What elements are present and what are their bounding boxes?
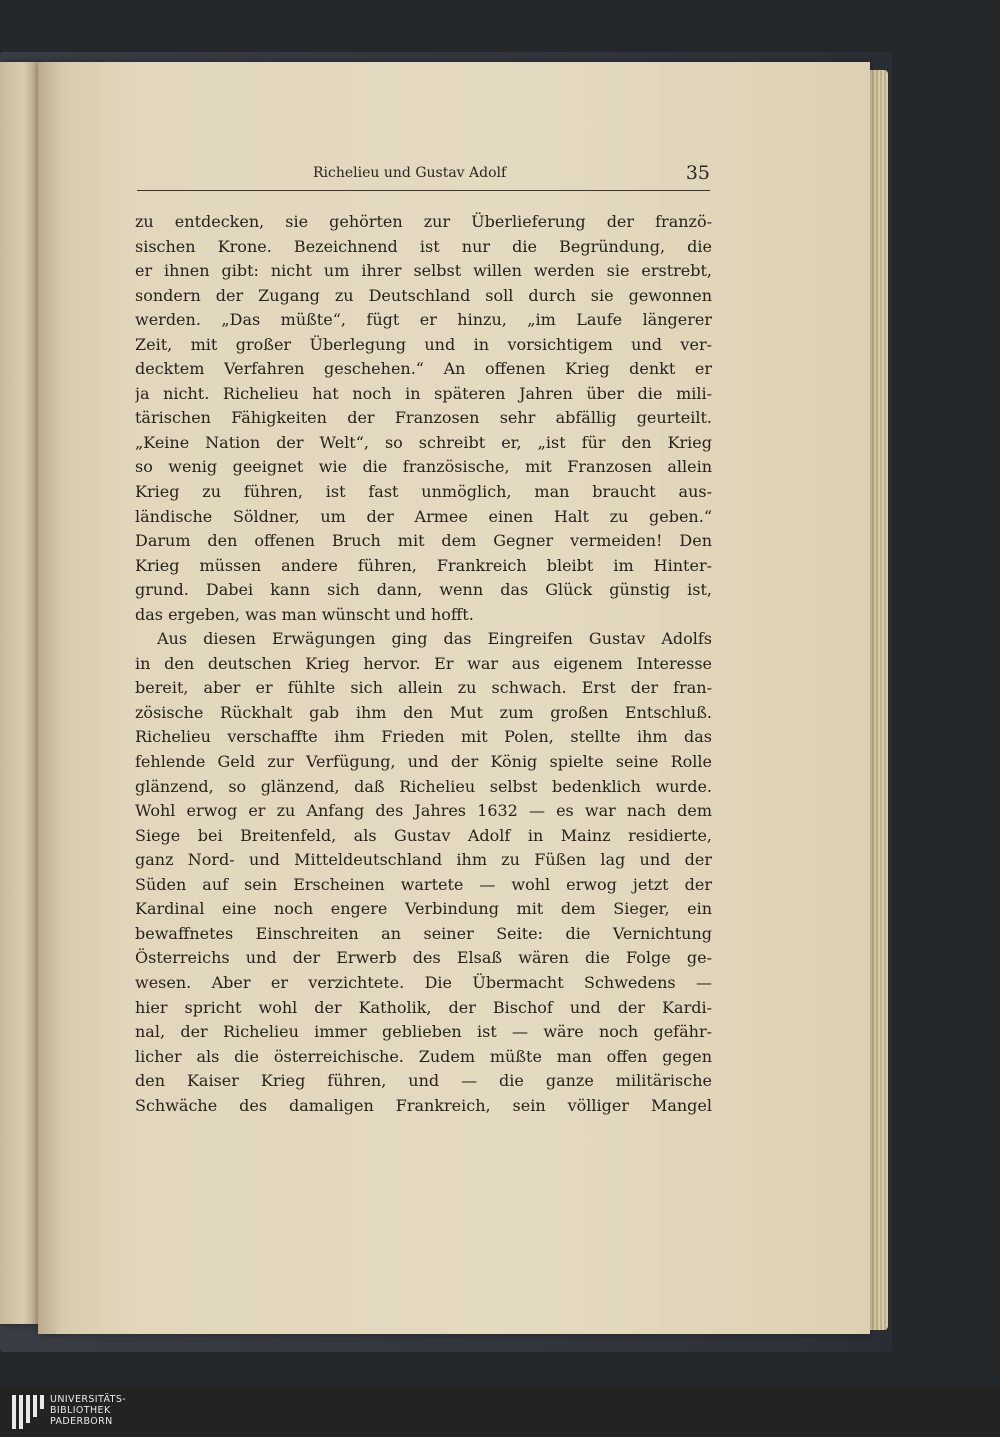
library-name-line: UNIVERSITÄTS- xyxy=(50,1394,127,1405)
page-number: 35 xyxy=(685,162,710,184)
body-text xyxy=(135,210,712,1118)
text-line: zösische Rückhalt gab ihm den Mut zum großen Entschluß. xyxy=(135,702,712,722)
text-line: Zeit, mit großer Überlegung und in vorsichtigem und ver- xyxy=(135,334,712,354)
text-line: so wenig geeignet wie die französische, mit Franzosen allein xyxy=(135,457,712,477)
text-line: werden. „Das müßte“, fügt er hinzu, „im Laufe längerer xyxy=(135,310,712,330)
text-line: Wohl erwog er zu Anfang des Jahres 1632 — es war nach dem xyxy=(135,801,712,821)
text-line: „Keine Nation der Welt“, so schreibt er, „ist für den Krieg xyxy=(135,432,712,452)
text-line: zu entdecken, sie gehörten zur Überlieferung der franzö- xyxy=(135,212,712,231)
text-line: Krieg zu führen, ist fast unmöglich, man braucht aus- xyxy=(135,482,712,502)
text-line: hier spricht wohl der Katholik, der Bischof und der Kardi- xyxy=(135,997,712,1017)
text-line: Süden auf sein Erscheinen wartete — wohl erwog jetzt der xyxy=(135,874,712,894)
text-line: ländische Söldner, um der Armee einen Halt zu geben.“ xyxy=(135,506,712,526)
left-page-edge xyxy=(0,62,38,1324)
text-line: ja nicht. Richelieu hat noch in späteren Jahren über die mili- xyxy=(135,383,712,403)
library-name xyxy=(50,1394,126,1427)
text-line: Siege bei Breitenfeld, als Gustav Adolf in Mainz residierte, xyxy=(135,825,712,845)
text-line: Schwäche des damaligen Frankreich, sein völliger Mangel xyxy=(135,1095,712,1115)
library-name-line: BIBLIOTHEK xyxy=(50,1405,111,1416)
library-logo-icon xyxy=(12,1395,44,1429)
text-line: glänzend, so glänzend, daß Richelieu selbst bedenklich wurde. xyxy=(135,776,712,796)
text-line: den Kaiser Krieg führen, und — die ganze militärische xyxy=(135,1071,712,1091)
text-line: bewaffnetes Einschreiten an seiner Seite: die Vernichtung xyxy=(135,923,712,943)
text-line: nal, der Richelieu immer geblieben ist — wäre noch gefähr- xyxy=(135,1022,712,1042)
text-line: Richelieu verschaffte ihm Frieden mit Polen, stellte ihm das xyxy=(135,727,712,747)
text-line: Darum den offenen Bruch mit dem Gegner vermeiden! Den xyxy=(135,531,712,551)
text-line: ganz Nord- und Mitteldeutschland ihm zu Füßen lag und der xyxy=(135,850,712,870)
text-line: in den deutschen Krieg hervor. Er war aus eigenem Interesse xyxy=(135,653,712,673)
text-line: fehlende Geld zur Verfügung, und der König spielte seine Rolle xyxy=(135,752,712,772)
text-line: Österreichs und der Erwerb des Elsaß wären die Folge ge- xyxy=(135,948,712,968)
library-footer-bar xyxy=(0,1388,1000,1437)
text-line: tärischen Fähigkeiten der Franzosen sehr abfällig geurteilt. xyxy=(135,408,712,428)
library-name-line: PADERBORN xyxy=(50,1416,113,1427)
text-line: das ergeben, was man wünscht und hofft. xyxy=(135,604,474,624)
text-line: bereit, aber er fühlte sich allein zu schwach. Erst der fran- xyxy=(135,678,712,698)
text-line: sischen Krone. Bezeichnend ist nur die Begründung, die xyxy=(135,236,712,256)
text-line: Kardinal eine noch engere Verbindung mit dem Sieger, ein xyxy=(135,899,712,919)
text-line: wesen. Aber er verzichtete. Die Übermacht Schwedens — xyxy=(135,972,712,992)
text-line: Krieg müssen andere führen, Frankreich bleibt im Hinter- xyxy=(135,555,712,575)
running-head xyxy=(137,160,710,191)
text-line: licher als die österreichische. Zudem müßte man offen gegen xyxy=(135,1046,712,1066)
text-line: er ihnen gibt: nicht um ihrer selbst willen werden sie erstrebt, xyxy=(135,261,712,281)
text-line: Aus diesen Erwägungen ging das Eingreifen Gustav Adolfs xyxy=(157,629,712,649)
text-line: grund. Dabei kann sich dann, wenn das Glück günstig ist, xyxy=(135,580,712,600)
text-line: decktem Verfahren geschehen.“ An offenen Krieg denkt er xyxy=(135,359,712,379)
text-line: sondern der Zugang zu Deutschland soll durch sie gewonnen xyxy=(135,285,712,305)
running-title: Richelieu und Gustav Adolf xyxy=(313,165,507,181)
